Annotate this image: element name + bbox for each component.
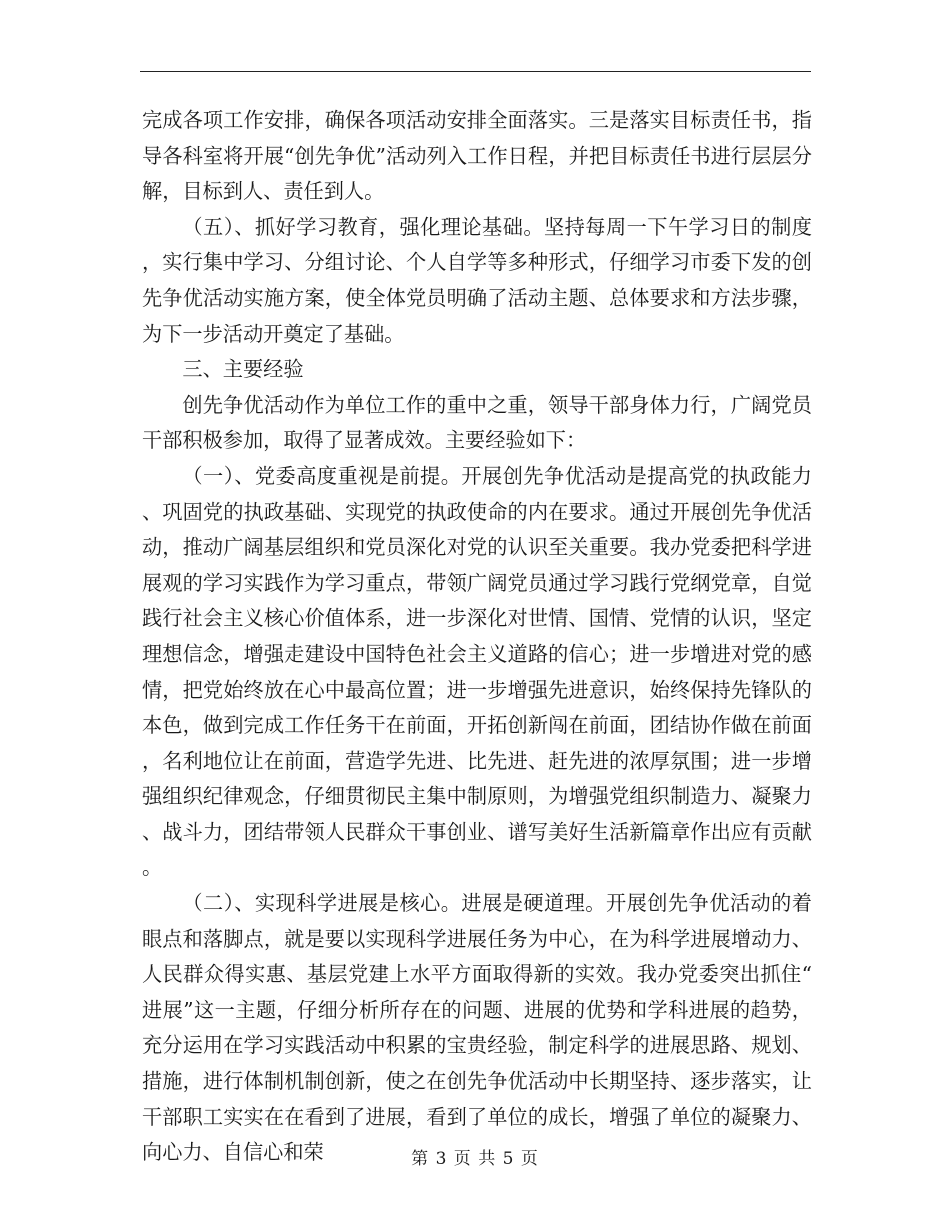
body-text xyxy=(142,103,812,1171)
paragraph-point-two: （二）、实现科学进展是核心。进展是硬道理。开展创先争优活动的着眼点和落脚点，就是要以实现科学进展任务为中心，在为科学进展增动力、人民群众得实惠、基层党建上水平方面取得新的实效。我办党委突出抓住“进展”这一主题，仔细分析所存在的问题、进展的优势和学科进展的趋势，充分运用在学习实践活动中积累的宝贵经验，制定科学的进展思路、规划、措施，进行体制机制创新，使之在创先争优活动中长期坚持、逐步落实，让干部职工实实在在看到了进展，看到了单位的成长，增强了单位的凝聚力、向心力、自信心和荣 xyxy=(142,891,812,1165)
paragraph-point-one: （一）、党委高度重视是前提。开展创先争优活动是提高党的执政能力、巩固党的执政基础、实现党的执政使命的内在要求。通过开展创先争优活动，推动广阔基层组织和党员深化对党的认识至关重要。我办党委把科学进展观的学习实践作为学习重点，带领广阔党员通过学习践行党纲党章，自觉践行社会主义核心价值体系，进一步深化对世情、国情、党情的认识，坚定理想信念，增强走建设中国特色社会主义道路的信心；进一步增进对党的感情，把党始终放在心中最高位置；进一步增强先进意识，始终保持先锋队的本色，做到完成工作任务干在前面，开拓创新闯在前面，团结协作做在前面，名利地位让在前面，营造学先进、比先进、赶先进的浓厚氛围；进一步增强组织纪律观念，仔细贯彻民主集中制原则，为增强党组织制造力、凝聚力、战斗力，团结带领人民群众干事创业、谱写美好生活新篇章作出应有贡献。 xyxy=(142,463,812,880)
paragraph-section-five: （五）、抓好学习教育，强化理论基础。坚持每周一下午学习日的制度，实行集中学习、分组讨论、个人自学等多种形式，仔细学习市委下发的创先争优活动实施方案，使全体党员明确了活动主题、总体要求和方法步骤，为下一步活动开奠定了基础。 xyxy=(142,214,812,346)
page-number: 第 3 页 共 5 页 xyxy=(411,1149,539,1169)
paragraph-continuation: 完成各项工作安排，确保各项活动安排全面落实。三是落实目标责任书，指导各科室将开展“创先争优”活动列入工作日程，并把目标责任书进行层层分解，目标到人、责任到人。 xyxy=(142,108,812,204)
heading-main-experience: 三、主要经验 xyxy=(182,357,304,382)
paragraph-experience-intro: 创先争优活动作为单位工作的重中之重，领导干部身体力行，广阔党员干部积极参加，取得了显著成效。主要经验如下： xyxy=(142,392,812,453)
header-rule xyxy=(140,71,811,72)
